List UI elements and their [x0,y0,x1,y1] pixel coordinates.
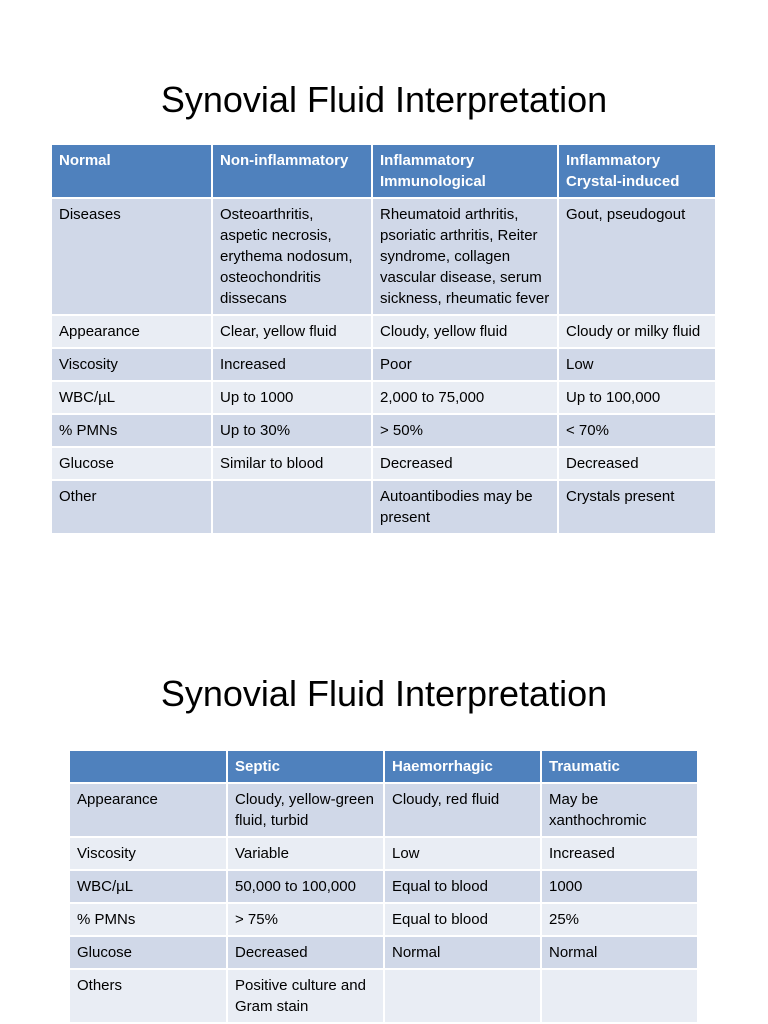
table-septic-interpretation [70,751,699,1024]
table-header-row [70,751,698,783]
table-cell: Equal to blood [384,870,541,903]
table-row [52,414,716,447]
table-cell: Normal [384,936,541,969]
table-cell [541,969,698,1023]
row-label: Appearance [70,783,227,837]
table-row [52,381,716,414]
table-cell: Crystals present [558,480,716,534]
table-cell: Osteoarthritis, aspetic necrosis, erythema nodosum, osteochondritis dissecans [212,198,372,315]
table-cell: 2,000 to 75,000 [372,381,558,414]
row-label: Glucose [70,936,227,969]
table-cell: < 70% [558,414,716,447]
row-label: Other [52,480,212,534]
row-label: Viscosity [70,837,227,870]
table-cell: Positive culture and Gram stain [227,969,384,1023]
table-cell: > 50% [372,414,558,447]
header-cell: Inflammatory Immunological [372,145,558,198]
row-label: WBC/µL [52,381,212,414]
table-cell: Up to 1000 [212,381,372,414]
table-cell: Similar to blood [212,447,372,480]
table-cell: Equal to blood [384,903,541,936]
header-cell: Traumatic [541,751,698,783]
table-cell: Variable [227,837,384,870]
table-cell: 25% [541,903,698,936]
table-cell: Increased [212,348,372,381]
table-cell: Low [558,348,716,381]
row-label: Viscosity [52,348,212,381]
table-row [70,903,698,936]
table-row [52,315,716,348]
row-label: Others [70,969,227,1023]
table-cell: 50,000 to 100,000 [227,870,384,903]
table-cell: Normal [541,936,698,969]
header-cell [70,751,227,783]
row-label: % PMNs [52,414,212,447]
table-cell: Cloudy, red fluid [384,783,541,837]
header-cell: Septic [227,751,384,783]
table-cell: Cloudy, yellow-green fluid, turbid [227,783,384,837]
table-cell: Up to 30% [212,414,372,447]
table-row [70,783,698,837]
table-cell: 1000 [541,870,698,903]
table-cell: Clear, yellow fluid [212,315,372,348]
table-cell: Cloudy, yellow fluid [372,315,558,348]
table-row [52,480,716,534]
table-cell: > 75% [227,903,384,936]
table-cell: Decreased [558,447,716,480]
table-cell: Increased [541,837,698,870]
row-label: Diseases [52,198,212,315]
table-non-septic-interpretation [52,145,717,535]
table-row [70,837,698,870]
row-label: Appearance [52,315,212,348]
table-cell: Decreased [227,936,384,969]
table-row [52,447,716,480]
table-cell: Gout, pseudogout [558,198,716,315]
row-label: Glucose [52,447,212,480]
table-cell: May be xanthochromic [541,783,698,837]
table-cell: Cloudy or milky fluid [558,315,716,348]
row-label: % PMNs [70,903,227,936]
table-row [52,348,716,381]
header-cell: Inflammatory Crystal-induced [558,145,716,198]
slide2-title: Synovial Fluid Interpretation [160,673,608,714]
table-cell: Up to 100,000 [558,381,716,414]
slide1-title: Synovial Fluid Interpretation [160,79,608,120]
table-cell [384,969,541,1023]
header-cell: Haemorrhagic [384,751,541,783]
table-cell: Low [384,837,541,870]
table-row [70,936,698,969]
row-label: WBC/µL [70,870,227,903]
table-row [70,870,698,903]
table-cell: Rheumatoid arthritis, psoriatic arthritis, Reiter syndrome, collagen vascular disease, serum sickness, rheumatic fever [372,198,558,315]
header-cell: Normal [52,145,212,198]
table-header-row [52,145,716,198]
table-cell: Decreased [372,447,558,480]
table-row [70,969,698,1023]
table-cell: Autoantibodies may be present [372,480,558,534]
table-row [52,198,716,315]
header-cell: Non-inflammatory [212,145,372,198]
table-cell [212,480,372,534]
table-cell: Poor [372,348,558,381]
